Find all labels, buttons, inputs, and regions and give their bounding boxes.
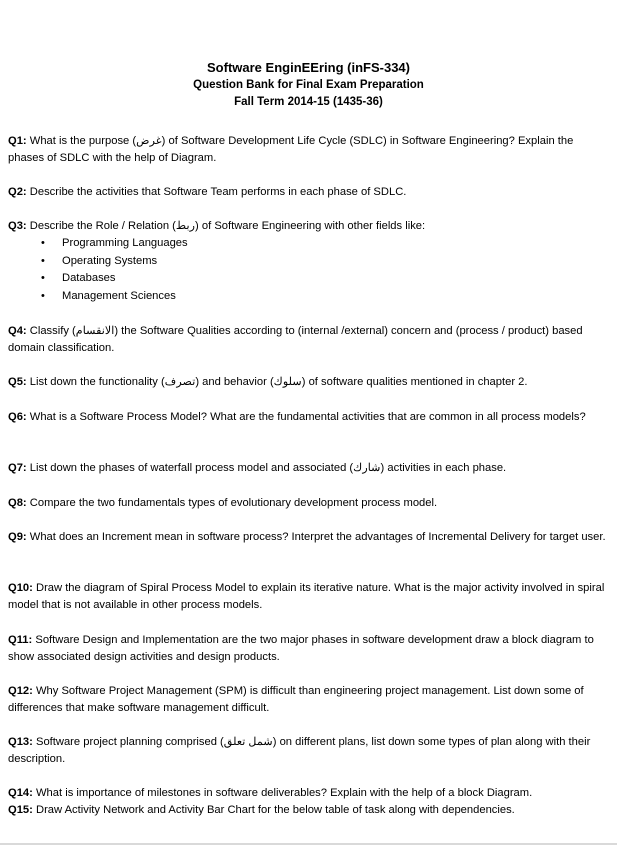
question-4: [8, 323, 608, 357]
question-text: Draw Activity Network and Activity Bar Chart for the below table of task along with dependencies.: [35, 804, 515, 816]
question-number: Q9:: [8, 531, 27, 543]
question-number: Q6:: [8, 411, 27, 423]
term-label: Fall Term 2014-15 (1435-36): [234, 96, 383, 108]
question-number: Q5:: [8, 376, 27, 388]
question-1: [8, 133, 608, 167]
question-13: [8, 734, 608, 768]
question-number: Q7:: [8, 462, 27, 474]
question-text: What is a Software Process Model? What are the fundamental activities that are common in all process models?: [29, 411, 586, 423]
question-text: Draw the diagram of Spiral Process Model to explain its iterative nature. What is the major activity involved in spiral model that is not available in other process models.: [8, 582, 605, 611]
question-text: Software project planning comprised (شمل تعلق) on different plans, list down some types of plan along with their description.: [8, 736, 591, 765]
fields-list: [8, 235, 608, 305]
question-number: Q2:: [8, 186, 27, 198]
question-text: Why Software Project Management (SPM) is difficult than engineering project management. List down some of differences that make software management difficult.: [8, 685, 584, 714]
question-number: Q13:: [8, 736, 33, 748]
question-number: Q14:: [8, 787, 33, 799]
course-title: Software EnginEEring (inFS-334): [207, 60, 410, 75]
question-text: Describe the activities that Software Team performs in each phase of SDLC.: [29, 186, 407, 198]
question-14: [8, 785, 608, 802]
page-edge-divider: [0, 843, 617, 845]
question-text: What is the purpose (غرض) of Software Development Life Cycle (SDLC) in Software Engineering? Explain the phases of SDLC with the help of Diagram.: [8, 135, 574, 164]
question-text: What does an Increment mean in software process? Interpret the advantages of Incremental Delivery for target user.: [29, 531, 606, 543]
list-item: • Databases: [8, 270, 608, 288]
question-number: Q8:: [8, 497, 27, 509]
question-text: What is importance of milestones in software deliverables? Explain with the help of a block Diagram.: [35, 787, 533, 799]
question-text: Classify (الانقسام) the Software Qualities according to (internal /external) concern and (process / product) based domain classification.: [8, 325, 583, 354]
question-text: Software Design and Implementation are the two major phases in software development draw a block diagram to show associated design activities and design products.: [8, 634, 594, 663]
question-15: [8, 802, 608, 819]
list-item: • Operating Systems: [8, 253, 608, 271]
question-number: Q11:: [8, 634, 33, 646]
question-text: Describe the Role / Relation (ربط) of Software Engineering with other fields like:: [29, 220, 426, 232]
question-number: Q12:: [8, 685, 33, 697]
question-11: [8, 632, 608, 666]
question-number: Q15:: [8, 804, 33, 816]
question-7: [8, 460, 608, 477]
question-text: Compare the two fundamentals types of evolutionary development process model.: [29, 497, 438, 509]
question-6: [8, 409, 608, 426]
question-5: [8, 374, 608, 391]
question-number: Q1:: [8, 135, 27, 147]
question-9: [8, 529, 608, 546]
question-number: Q4:: [8, 325, 27, 337]
question-number: Q10:: [8, 582, 33, 594]
question-12: [8, 683, 608, 717]
document-subtitle: Question Bank for Final Exam Preparation: [193, 79, 424, 91]
document-header: [0, 59, 617, 111]
question-text: List down the functionality (تصرف) and behavior (سلوك) of software qualities mentioned in chapter 2.: [29, 376, 528, 388]
question-3: [8, 218, 608, 305]
list-item: • Management Sciences: [8, 288, 608, 306]
list-item: • Programming Languages: [8, 235, 608, 253]
question-2: [8, 184, 608, 201]
question-text: List down the phases of waterfall process model and associated (شارك) activities in each phase.: [29, 462, 507, 474]
question-number: Q3:: [8, 220, 27, 232]
question-8: [8, 495, 608, 512]
question-10: [8, 580, 608, 614]
